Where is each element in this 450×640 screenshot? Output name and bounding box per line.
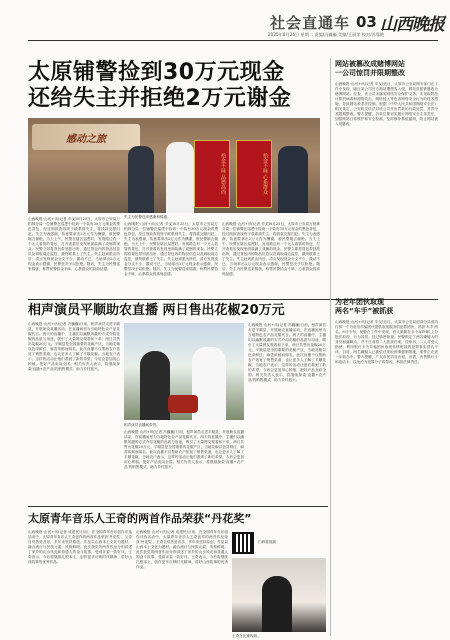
side1-headline-line1: 网站被篡改成赌博网站 <box>335 60 405 68</box>
story2-photo-caption: 相声演员直播间带货。 <box>124 423 160 427</box>
person-right <box>278 146 308 213</box>
photo-banner: 感动之旅 <box>32 124 140 150</box>
story1-body-col2: 山西晚报·山河+讯(记者 辛戈)8月25日，太原市公安局万柏林分局一位铺警在巡逻中捡到一个装有30万元现金的黑色背包，经过细致查找终于联系到失主，将钱款完璧归赵。失主为表感谢，执意要拿出2万元作为酬谢，被民警婉言谢绝。当天上午，民警在辖区巡逻时，发现路边有一个无人看管的背包，打开查看后发现里面装满了成捆的现金。民警立即将背包带回派出所，通过背包内的物品信息以及调取周边监控，最终联系上了失主。失主赶到派出所后，清点发现现金分文不少，激动不已，当场拿出2万元现金表示感谢，民警坚决予以拒绝。随后，失主为民警送来锦旗，称赞民警拾金不昧、心系群众的高尚品德。 <box>124 222 218 276</box>
story2-body-col2: 山西晚报·山河+讯(记者 冯巍巍)日前，相声演员走进平顺县，开展助农直播活动，在直播间里为当地特色农产品花椒代言。两天的直播中，主播们以幽默风趣的方式介绍花椒的品质与用途，吸引了大量网友观看和下单，两日共售出花椒20万元。平顺县是全国重要的花椒产区，当地花椒以色泽鲜红、麻香浓郁而闻名。此次直播不仅帮助农户拓宽了销售渠道，也让更多人了解了平顺花椒。当地农户表示，这样的活动让他们看到了新的希望，今后会更加用心种植，把好产品卖向全国。相关负责人表示，将继续探索'直播+农产品'的销售模式，助力乡村振兴。 <box>124 430 244 469</box>
person-left <box>128 146 154 213</box>
story1-headline-line1: 太原铺警捡到30万元现金 <box>28 60 285 85</box>
award-flag-right: 拾金不昧 心系群众 <box>236 140 272 208</box>
award-flag-left: 拾金不昧 品德高尚 <box>194 140 230 208</box>
story2-headline: 相声演员平顺助农直播 两日售出花椒20万元 <box>28 303 285 318</box>
story3-photo-caption: 王奇在比赛现场。 <box>232 634 261 638</box>
person-host-left <box>140 351 170 420</box>
person-musician <box>262 576 292 632</box>
story1-body-col3: 山西晚报·山河+讯(记者 辛戈)8月25日，太原市公安局万柏林分局一位铺警在巡逻中捡到一个装有30万元现金的黑色背包，经过细致查找终于联系到失主，将钱款完璧归赵。失主为表感谢，执意要拿出2万元作为酬谢，被民警婉言谢绝。当天上午，民警在辖区巡逻时，发现路边有一个无人看管的背包，打开查看后发现里面装满了成捆的现金。民警立即将背包带回派出所，通过背包内的物品信息以及调取周边监控，最终联系上了失主。失主赶到派出所后，清点发现现金分文不少，激动不已，当场拿出2万元现金表示感谢，民警坚决予以拒绝。随后，失主为民警送来锦旗，称赞民警拾金不昧、心系群众的高尚品德。 <box>222 222 320 276</box>
story3-body-col1: 山西晚报·山河+讯(记者 成建民)日前，在全国青年音乐创作评选活动中，太原青年音乐人王奇创作的两首作品荣获'丹花奖'。王奇自幼热爱音乐，多年来坚持原创，作品以山西本土文化为题材，融合流行与民族元素，风格鲜明。此次获奖的两首作品分别讲述了家乡的山水风光和普通人的奋斗故事，受到评委一致好评。王奇表示，今后将继续扎根本土，创作更多反映时代精神、讲好山西故事的优秀作品。 <box>28 530 132 564</box>
section-rule-2 <box>28 506 328 507</box>
side2-headline-line2: 两名“车手”被抓获 <box>335 307 394 315</box>
story2-photo <box>124 323 244 420</box>
side1-body: 山西晚报·山河+讯(记者 辛戈)近日，太原市公安局网安部门在工作中发现，辖区某公司官方网站遭黑客入侵，网站页面被篡改为赌博网站。经查，该公司未落实网络安全保护义务，未采取防范计算机病毒和网络攻击、网络侵入等危害网络安全行为的技术措施，导致网站被非法控制。根据《中华人民共和国网络安全法》相关规定，公安机关依法对该公司作出罚款的行政处罚，并责令其限期整改。警方提醒，各单位要切实履行网络安全主体责任，加强网站日常维护和安全检测，及时修补系统漏洞，防止网站被入侵篡改。 <box>335 82 438 126</box>
section-title: 社会直通车 <box>270 14 351 32</box>
story1-headline-line2: 还给失主并拒绝2万元谢金 <box>28 86 292 111</box>
side1-headline-line2: 一公司惊罚并限期整改 <box>335 69 405 77</box>
person-middle <box>166 142 194 213</box>
side2-body: 山西晚报·山河+讯(记者 辛戈)近日，太原市公安局迎泽分局成功打掉一个为电信诈骗团伙提供取现服务的犯罪团伙，抓获'车手'两名。8月中旬，民警在工作中发现，有人频繁在多个ATM机上分批次取现，行为异常。经过缜密侦查，民警锁定了两名嫌疑人的身份和落脚点，并于日前将二人抓获归案。经审讯，二人对受人指使、利用银行卡为诈骗团伙取现转移赃款的犯罪事实供认不讳。目前，两名嫌疑人已被依法采取刑事强制措施，案件正在进一步侦办中。警方提醒，广大市民切勿出租、出借、出售银行卡和电话卡，以免沦为犯罪分子的帮凶，承担法律责任。 <box>335 320 438 364</box>
story2-body-col1: 山西晚报·山河+讯(记者 冯巍巍)日前，相声演员走进平顺县，开展助农直播活动，在直播间里为当地特色农产品花椒代言。两天的直播中，主播们以幽默风趣的方式介绍花椒的品质与用途，吸引了大量网友观看和下单，两日共售出花椒20万元。平顺县是全国重要的花椒产区，当地花椒以色泽鲜红、麻香浓郁而闻名。此次直播不仅帮助农户拓宽了销售渠道，也让更多人了解了平顺花椒。当地农户表示，这样的活动让他们看到了新的希望，今后会更加用心种植，把好产品卖向全国。相关负责人表示，将继续探索'直播+农产品'的销售模式，助力乡村振兴。 <box>28 322 120 371</box>
column-divider <box>330 58 331 636</box>
story1-body-col1: 山西晚报·山河+讯(记者 辛戈)8月25日，太原市公安局万柏林分局一位铺警在巡逻中捡到一个装有30万元现金的黑色背包，经过细致查找终于联系到失主，将钱款完璧归赵。失主为表感谢，执意要拿出2万元作为酬谢，被民警婉言谢绝。当天上午，民警在辖区巡逻时，发现路边有一个无人看管的背包，打开查看后发现里面装满了成捆的现金。民警立即将背包带回派出所，通过背包内的物品信息以及调取周边监控，最终联系上了失主。失主赶到派出所后，清点发现现金分文不少，激动不已，当场拿出2万元现金表示感谢，民警坚决予以拒绝。随后，失主为民警送来锦旗，称赞民警拾金不昧、心系群众的高尚品德。 <box>28 217 120 271</box>
page-number: 03 <box>356 13 377 31</box>
qr-code[interactable] <box>232 532 254 554</box>
pepper-basket <box>168 395 198 413</box>
story3-body-col2: 山西晚报·山河+讯(记者 成建民)日前，在全国青年音乐创作评选活动中，太原青年音乐人王奇创作的两首作品荣获'丹花奖'。王奇自幼热爱音乐，多年来坚持原创，作品以山西本土文化为题材，融合流行与民族元素，风格鲜明。此次获奖的两首作品分别讲述了家乡的山水风光和普通人的奋斗故事，受到评委一致好评。王奇表示，今后将继续扎根本土，创作更多反映时代精神、讲好山西故事的优秀作品。 <box>136 530 228 569</box>
story2-body-col3: 山西晚报·山河+讯(记者 冯巍巍)日前，相声演员走进平顺县，开展助农直播活动，在直播间里为当地特色农产品花椒代言。两天的直播中，主播们以幽默风趣的方式介绍花椒的品质与用途，吸引了大量网友观看和下单，两日共售出花椒20万元。平顺县是全国重要的花椒产区，当地花椒以色泽鲜红、麻香浓郁而闻名。此次直播不仅帮助农户拓宽了销售渠道，也让更多人了解了平顺花椒。当地农户表示，这样的活动让他们看到了新的希望，今后会更加用心种植，把好产品卖向全国。相关负责人表示，将继续探索'直播+农产品'的销售模式，助力乡村振兴。 <box>248 323 326 382</box>
story1-photo <box>28 118 320 213</box>
story3-photo <box>232 558 326 632</box>
issue-meta: 2025年8月26日 星期二 责编/冯巍巍 美编/王丽荣 校对/苏靠艳 <box>268 32 385 37</box>
side2-headline-line1: 为老年团伙取现 <box>335 298 384 306</box>
story3-headline: 太原青年音乐人王奇的两首作品荣获“丹花奖” <box>28 512 252 525</box>
paper-name: 山西晚报 <box>380 15 444 35</box>
masthead-rule <box>28 40 438 41</box>
story1-photo-caption: 失主为民警送来感谢和锦旗。 <box>124 215 171 219</box>
qr-caption: 扫码看视频 <box>258 540 276 544</box>
